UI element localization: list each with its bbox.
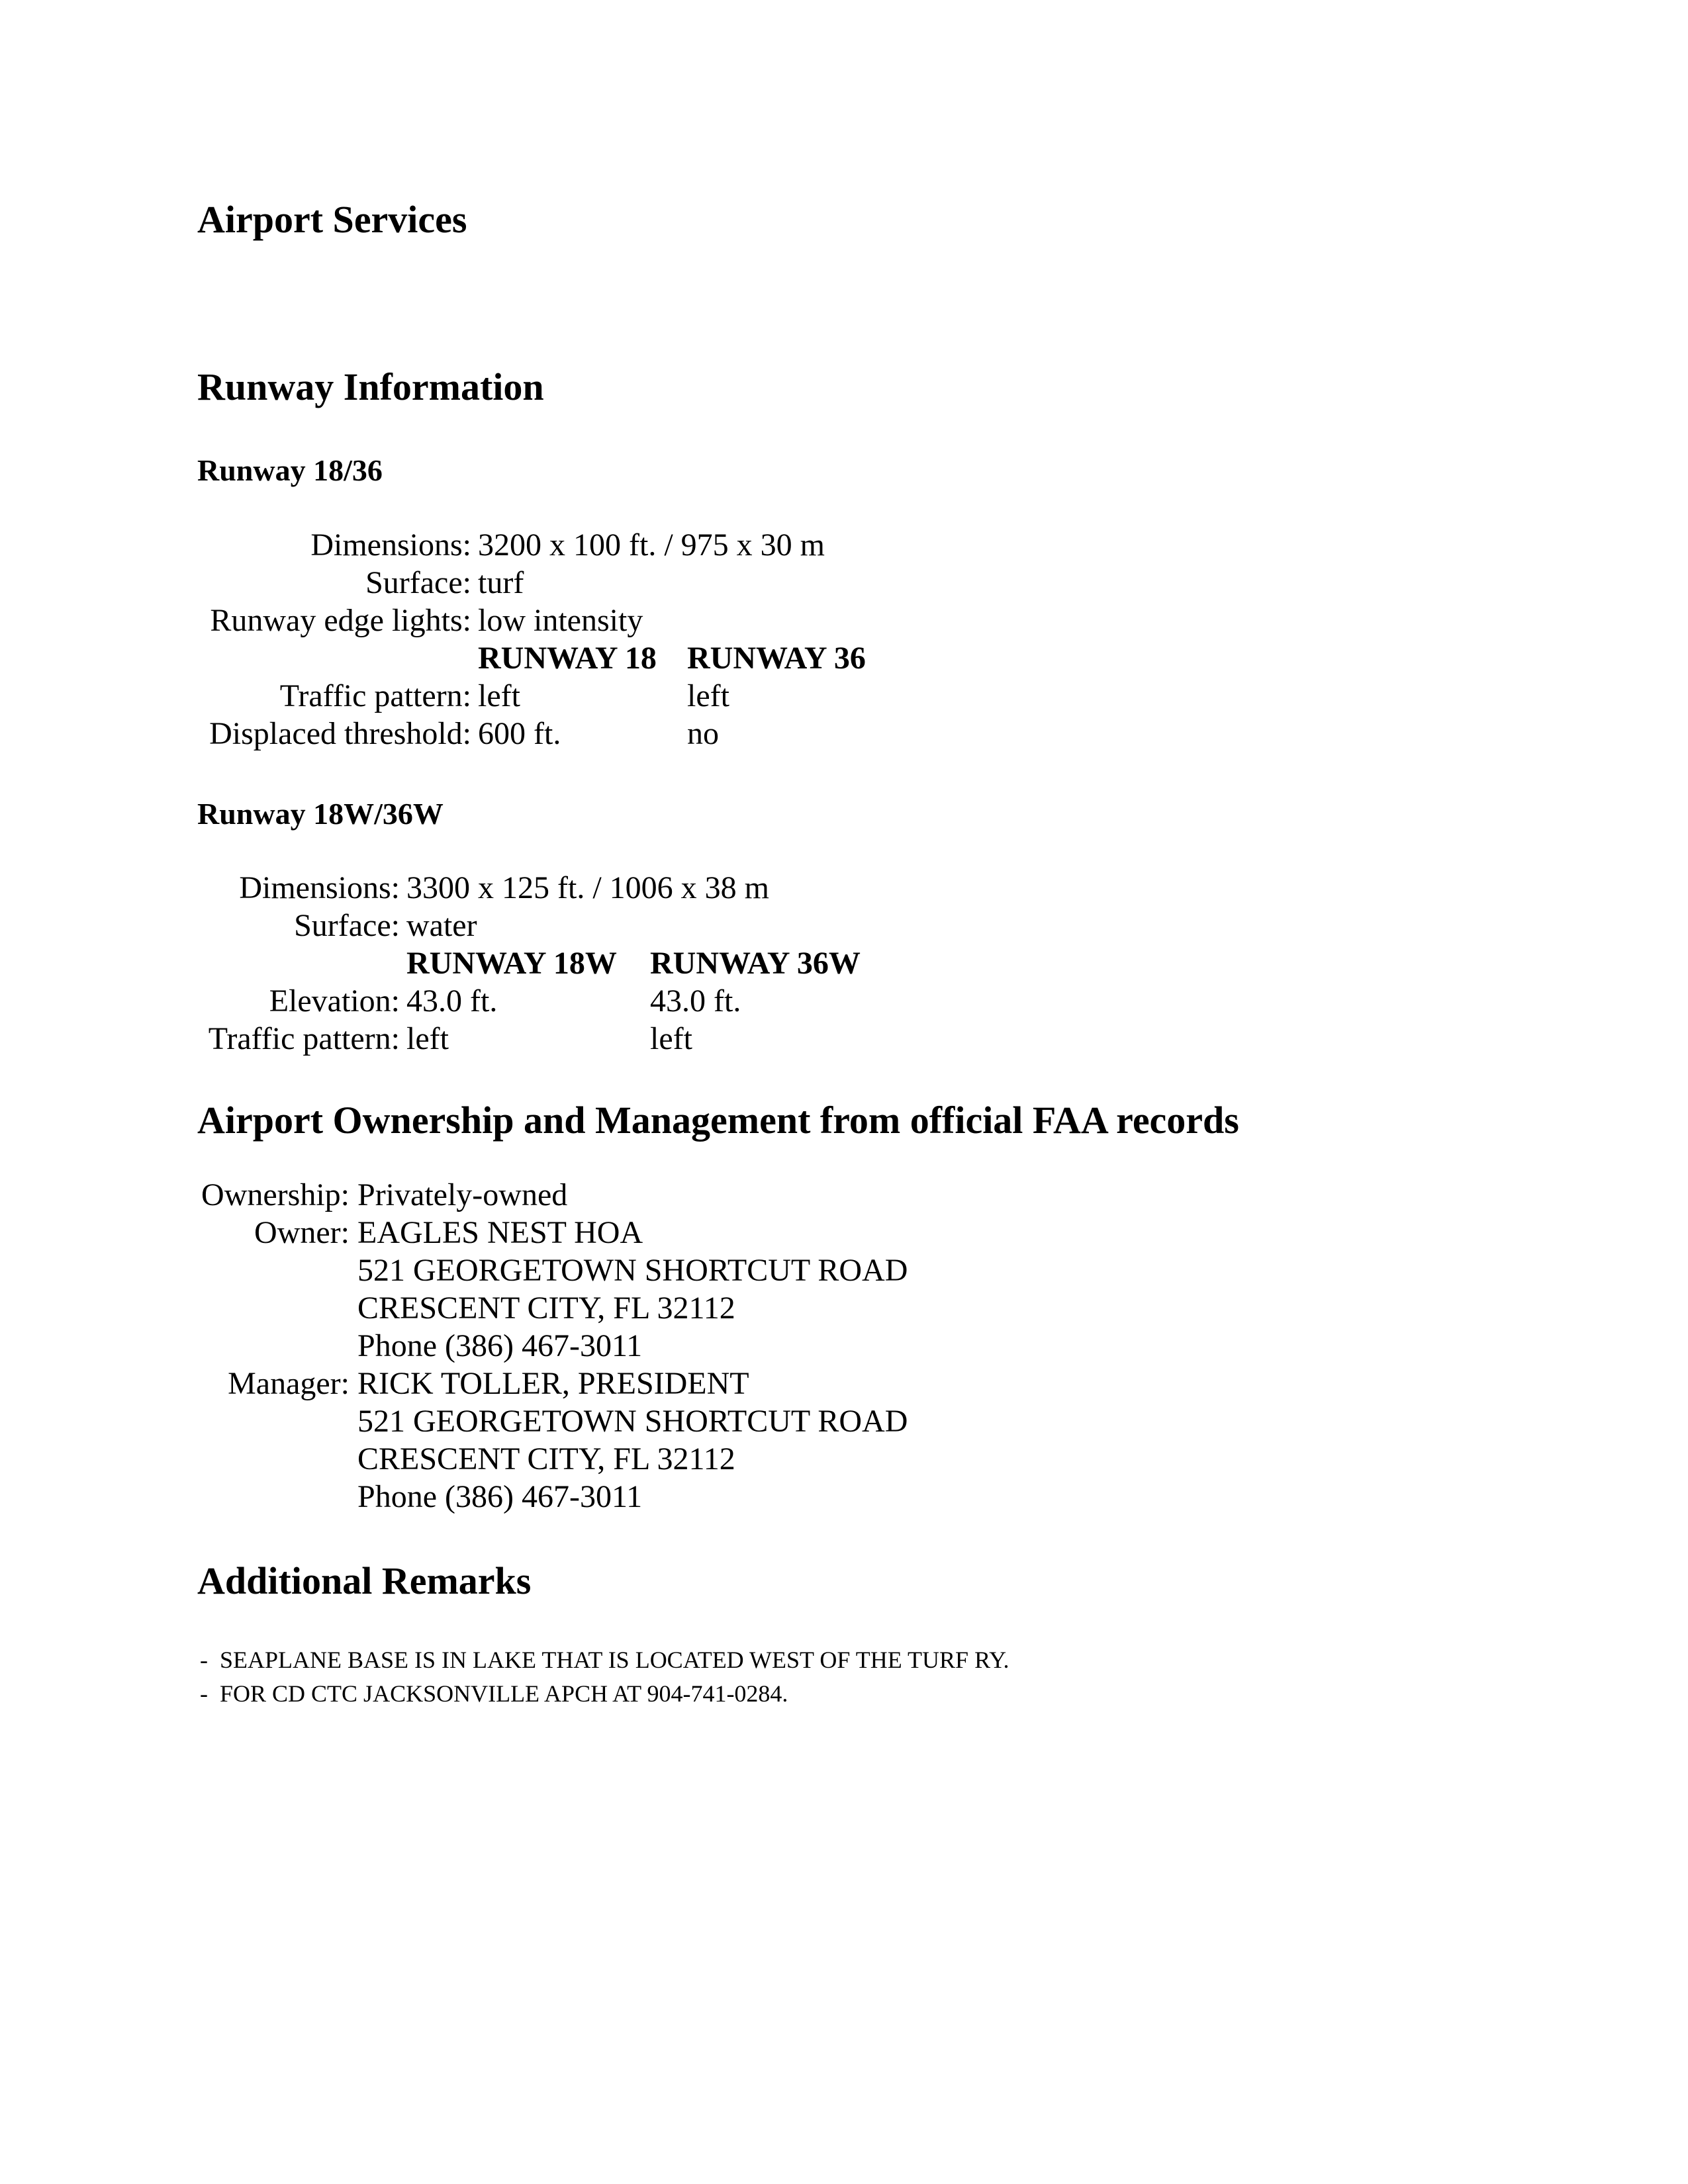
runway-18w-36w-title: Runway 18W/36W [197,797,444,831]
additional-remarks-heading: Additional Remarks [197,1559,532,1602]
ownership-heading: Airport Ownership and Management from official FAA records [197,1099,1239,1142]
traffic-pattern-runway-36: left [687,678,729,713]
displaced-threshold-label: Displaced threshold: [209,716,471,751]
runway-36w-column-header: RUNWAY 36W [650,946,861,981]
manager-name: RICK TOLLER, PRESIDENT [357,1366,749,1401]
displaced-threshold-runway-36: no [687,716,719,751]
owner-name: EAGLES NEST HOA [357,1215,643,1250]
surface-value: water [406,908,477,943]
displaced-threshold-runway-18: 600 ft. [478,716,561,751]
dimensions-value: 3200 x 100 ft. / 975 x 30 m [478,527,825,563]
owner-city: CRESCENT CITY, FL 32112 [357,1291,735,1326]
surface-value: turf [478,565,524,600]
manager-label: Manager: [228,1366,350,1401]
dimensions-label: Dimensions: [239,870,400,905]
remark-item: SEAPLANE BASE IS IN LAKE THAT IS LOCATED WEST OF THE TURF RY. [220,1647,1009,1673]
owner-street: 521 GEORGETOWN SHORTCUT ROAD [357,1253,908,1288]
manager-phone: Phone (386) 467-3011 [357,1479,643,1514]
elevation-label: Elevation: [269,983,400,1019]
runway-36-column-header: RUNWAY 36 [687,641,866,676]
traffic-pattern-label: Traffic pattern: [208,1021,400,1056]
ownership-label: Ownership: [201,1177,350,1212]
runway-information-heading: Runway Information [197,365,544,408]
traffic-pattern-runway-36w: left [650,1021,692,1056]
dimensions-label: Dimensions: [310,527,471,563]
traffic-pattern-runway-18: left [478,678,520,713]
manager-city: CRESCENT CITY, FL 32112 [357,1441,735,1477]
remark-bullet: - [200,1680,208,1707]
surface-label: Surface: [294,908,400,943]
dimensions-value: 3300 x 125 ft. / 1006 x 38 m [406,870,769,905]
remark-bullet: - [200,1647,208,1673]
airport-services-heading: Airport Services [197,198,467,241]
owner-label: Owner: [254,1215,350,1250]
traffic-pattern-runway-18w: left [406,1021,449,1056]
elevation-runway-18w: 43.0 ft. [406,983,498,1019]
surface-label: Surface: [365,565,471,600]
runway-18-36-title: Runway 18/36 [197,453,383,487]
edge-lights-value: low intensity [478,603,643,638]
runway-18-column-header: RUNWAY 18 [478,641,657,676]
edge-lights-label: Runway edge lights: [210,603,471,638]
elevation-runway-36w: 43.0 ft. [650,983,741,1019]
owner-phone: Phone (386) 467-3011 [357,1328,643,1363]
ownership-value: Privately-owned [357,1177,568,1212]
traffic-pattern-label: Traffic pattern: [279,678,471,713]
runway-18w-column-header: RUNWAY 18W [406,946,617,981]
remark-item: FOR CD CTC JACKSONVILLE APCH AT 904-741-0284. [220,1680,788,1707]
manager-street: 521 GEORGETOWN SHORTCUT ROAD [357,1404,908,1439]
